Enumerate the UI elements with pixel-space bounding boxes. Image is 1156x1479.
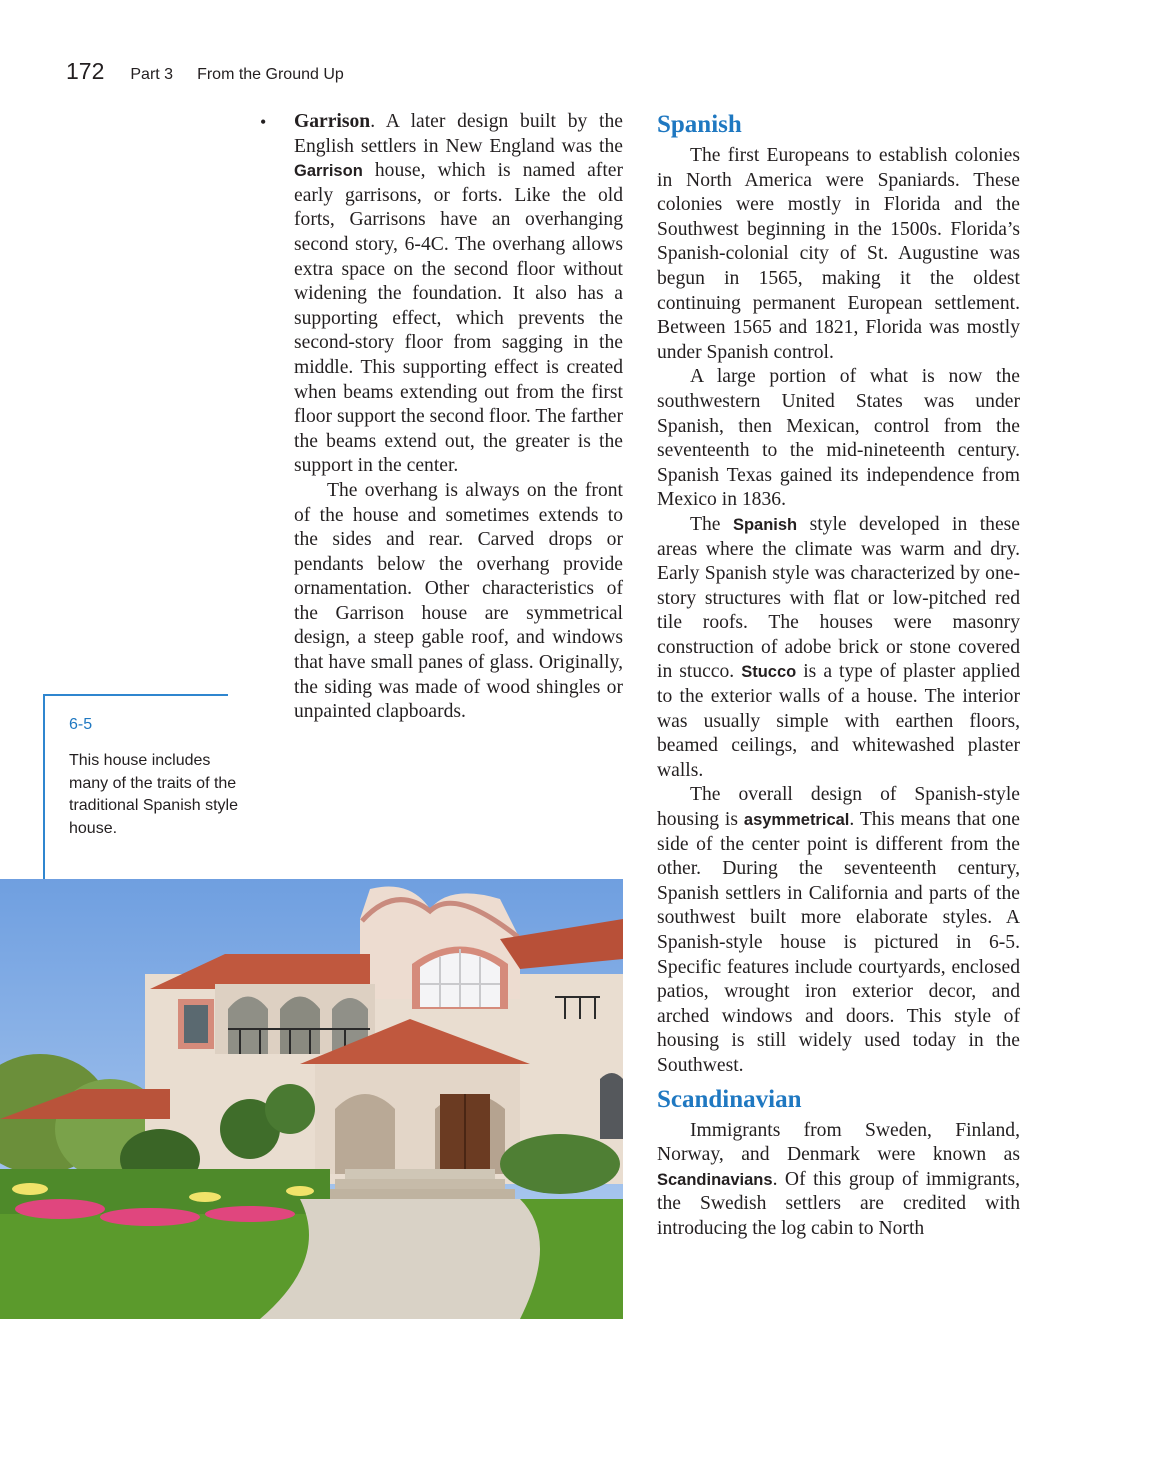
text-run: house, which is named after early garrisons, or forts. Like the old forts, Garrisons have an overhanging second story, 6-4C. The overhang allows extra space on the second floor without widening the foundation. It also has a supporting effect, which prevents the second-story floor from sagging in the middle. This supporting effect is created when beams extending out from the first floor support the second floor. The farther the beams extend out, the greater is the support in the center. — [294, 160, 623, 477]
spanish-heading: Spanish — [657, 111, 742, 138]
spanish-paragraph-1: The first Europeans to establish colonies in North America were Spaniards. These colonies were mostly in Florida and the Southwest beginning in the 1500s. Florida’s Spanish-colonial city of St. Augustine was begun in 1565, making it the oldest continuing permanent European settlement. Between 1565 and 1821, Florida was mostly under Spanish control. — [657, 145, 1020, 363]
garrison-key-term: Garrison — [294, 162, 363, 181]
spanish-house-photo — [0, 879, 623, 1319]
spanish-paragraph-2: A large portion of what is now the southwestern United States was under Spanish, then Mexican, control from the seventeenth to the mid-nineteenth century. Spanish Texas gained its independence from Mexico in 1836. — [657, 366, 1020, 511]
bullet: • — [260, 112, 267, 132]
page-number: 172 — [66, 58, 105, 84]
scandinavians-key-term: Scandinavians — [657, 1170, 773, 1189]
text-run: is a type of plaster applied to the exterior walls of a house. The interior was usually simple with earthen floors, beamed ceilings, and whitewashed plaster walls. — [657, 661, 1020, 781]
text-run: . A later design built by the English settlers in New England was the — [294, 111, 623, 157]
right-column — [657, 110, 1020, 1242]
arch — [280, 997, 320, 1055]
garrison-paragraph-2: The overhang is always on the front of the house and sometimes extends to the sides and rear. Carved drops or pendants below the overhang provide ornamentation. Other characteristics of the Garrison house are symmetrical design, a steep gable roof, and windows that have small panes of glass. Originally, the siding was made of wood shingles or unpainted clapboards. — [294, 479, 623, 723]
running-head — [66, 58, 344, 88]
asymmetrical-key-term: asymmetrical — [743, 811, 850, 830]
shrub — [500, 1134, 620, 1194]
text-run: The overall design of Spanish-style housing is — [657, 784, 1020, 831]
arch — [228, 997, 268, 1055]
spanish-paragraph-4 — [657, 783, 1020, 1078]
text-run: . Of this group of immigrants, the Swedish settlers are credited with introducing the log cabin to North — [657, 1168, 1020, 1239]
garrison-column — [260, 110, 623, 725]
text-run: style developed in these areas where the climate was warm and dry. Early Spanish style was characterized by one-story structures with flat or low-pitched red tile roofs. The houses were masonry construction of adobe brick or stone covered in stucco. — [657, 513, 1020, 683]
scandinavian-paragraph-1 — [657, 1119, 1020, 1242]
spanish-key-term: Spanish — [732, 515, 798, 534]
garrison-term: Garrison — [294, 111, 371, 132]
text-run: Immigrants from Sweden, Finland, Norway, and Denmark were known as — [657, 1119, 1020, 1166]
spanish-paragraph-3 — [657, 513, 1020, 784]
text-run: . This means that one side of the center point is different from the other. During the seventeenth century, Spanish settlers in California and parts of the southwest built more elaborate styles. A Spanish-style house is pictured in 6-5. Specific features include courtyards, enclosed patios, wrought iron exterior decor, and arched windows and doors. This style of housing is still widely used today in the Southwest. — [657, 809, 1021, 1076]
arch — [335, 1094, 395, 1174]
window — [184, 1005, 208, 1043]
figure-caption: This house includes many of the traits of the traditional Spanish style house. — [69, 752, 238, 837]
figure-number: 6-5 — [69, 716, 93, 733]
stairs — [325, 1189, 515, 1199]
scandinavian-heading: Scandinavian — [657, 1085, 802, 1113]
part-title: From the Ground Up — [197, 66, 344, 83]
text-run: The — [690, 513, 733, 535]
stairs — [345, 1169, 495, 1179]
arched-window — [600, 1073, 623, 1139]
figure-caption-box — [43, 694, 238, 879]
garrison-paragraph-1 — [294, 110, 623, 479]
stairs — [335, 1179, 505, 1189]
stucco-key-term: Stucco — [741, 663, 797, 682]
topiary — [265, 1084, 315, 1134]
part-label: Part 3 — [130, 66, 174, 83]
